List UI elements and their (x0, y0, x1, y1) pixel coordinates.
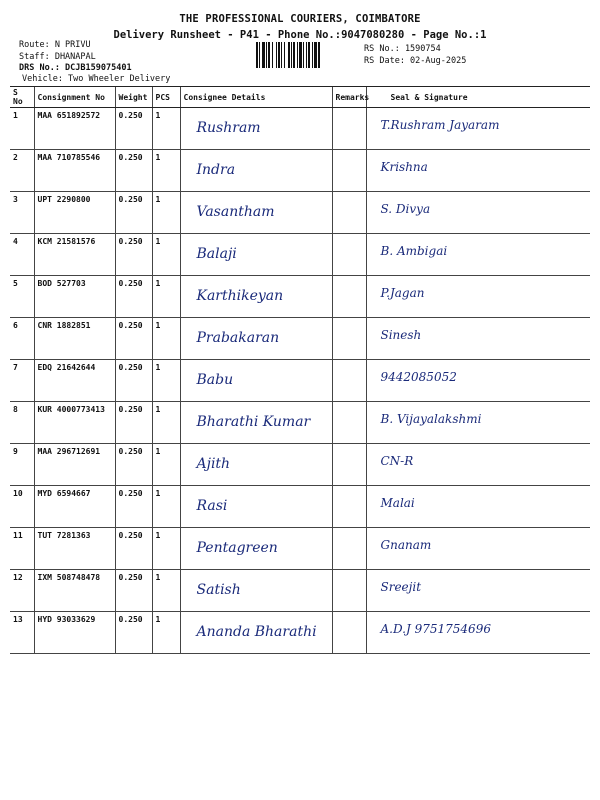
handwritten-signature: Malai (380, 496, 415, 510)
row-remarks (332, 192, 366, 234)
row-sno: 2 (10, 150, 34, 192)
handwritten-signature: Sinesh (380, 328, 422, 342)
row-remarks (332, 486, 366, 528)
handwritten-consignee: Satish (196, 582, 241, 598)
table-row (10, 360, 590, 402)
row-consignee (180, 402, 332, 444)
row-sno: 4 (10, 234, 34, 276)
table-row (10, 612, 590, 654)
row-pcs: 1 (152, 570, 180, 612)
handwritten-consignee: Rasi (196, 498, 228, 514)
row-remarks (332, 528, 366, 570)
row-pcs: 1 (152, 612, 180, 654)
row-sno: 11 (10, 528, 34, 570)
row-consignee (180, 360, 332, 402)
row-sno: 12 (10, 570, 34, 612)
handwritten-consignee: Ajith (196, 456, 231, 472)
handwritten-signature: Krishna (380, 160, 428, 174)
runsheet-table (10, 86, 590, 654)
row-weight: 0.250 (115, 612, 152, 654)
row-consignment-no: CNR 1882851 (34, 318, 115, 360)
row-weight: 0.250 (115, 360, 152, 402)
row-signature (366, 402, 590, 444)
handwritten-consignee: Karthikeyan (196, 288, 284, 304)
row-signature (366, 318, 590, 360)
table-row (10, 570, 590, 612)
row-weight: 0.250 (115, 570, 152, 612)
row-consignee (180, 570, 332, 612)
col-remarks: Remarks (332, 87, 366, 108)
row-consignee (180, 486, 332, 528)
row-signature (366, 234, 590, 276)
handwritten-consignee: Ananda Bharathi (196, 624, 317, 640)
row-consignee (180, 150, 332, 192)
row-pcs: 1 (152, 192, 180, 234)
row-pcs: 1 (152, 444, 180, 486)
row-consignment-no: BOD 527703 (34, 276, 115, 318)
row-consignment-no: KCM 21581576 (34, 234, 115, 276)
row-sno: 9 (10, 444, 34, 486)
row-consignee (180, 192, 332, 234)
row-consignee (180, 234, 332, 276)
row-signature (366, 486, 590, 528)
route-label: Route: N PRIVU (19, 40, 91, 50)
row-consignee (180, 612, 332, 654)
handwritten-consignee: Pentagreen (196, 540, 278, 556)
row-remarks (332, 108, 366, 150)
row-consignment-no: KUR 4000773413 (34, 402, 115, 444)
col-weight: Weight (115, 87, 152, 108)
row-pcs: 1 (152, 276, 180, 318)
row-consignment-no: UPT 2290800 (34, 192, 115, 234)
table-row (10, 150, 590, 192)
row-consignment-no: HYD 93033629 (34, 612, 115, 654)
rs-number: RS No.: 1590754 (364, 44, 441, 54)
row-remarks (332, 402, 366, 444)
row-weight: 0.250 (115, 486, 152, 528)
row-remarks (332, 234, 366, 276)
vehicle-label: Vehicle: Two Wheeler Delivery (22, 74, 171, 84)
handwritten-signature: Sreejit (380, 580, 422, 594)
row-signature (366, 528, 590, 570)
table-header-row (10, 87, 590, 108)
row-weight: 0.250 (115, 444, 152, 486)
handwritten-consignee: Balaji (196, 246, 237, 262)
row-pcs: 1 (152, 234, 180, 276)
row-sno: 8 (10, 402, 34, 444)
row-pcs: 1 (152, 360, 180, 402)
col-consignment: Consignment No (34, 87, 115, 108)
row-remarks (332, 444, 366, 486)
row-signature (366, 360, 590, 402)
handwritten-consignee: Babu (196, 372, 234, 388)
col-signature: Seal & Signature (366, 87, 590, 108)
table-row (10, 402, 590, 444)
row-pcs: 1 (152, 318, 180, 360)
handwritten-consignee: Vasantham (196, 204, 275, 220)
row-sno: 3 (10, 192, 34, 234)
row-remarks (332, 570, 366, 612)
row-consignment-no: MAA 296712691 (34, 444, 115, 486)
row-pcs: 1 (152, 486, 180, 528)
row-signature (366, 108, 590, 150)
barcode-icon (256, 42, 356, 68)
row-remarks (332, 360, 366, 402)
row-signature (366, 612, 590, 654)
handwritten-signature: S. Divya (380, 202, 431, 216)
row-weight: 0.250 (115, 276, 152, 318)
table-row (10, 486, 590, 528)
runsheet-subtitle: Delivery Runsheet - P41 - Phone No.:9047080280 - Page No.:1 (113, 29, 487, 41)
row-pcs: 1 (152, 108, 180, 150)
handwritten-consignee: Indra (196, 162, 236, 178)
table-row (10, 192, 590, 234)
row-remarks (332, 150, 366, 192)
row-consignment-no: MYD 6594667 (34, 486, 115, 528)
row-consignee (180, 318, 332, 360)
table-row (10, 528, 590, 570)
row-signature (366, 444, 590, 486)
handwritten-signature: Gnanam (380, 538, 432, 552)
row-sno: 6 (10, 318, 34, 360)
row-weight: 0.250 (115, 402, 152, 444)
row-pcs: 1 (152, 402, 180, 444)
handwritten-signature: A.D.J 9751754696 (380, 622, 491, 636)
row-weight: 0.250 (115, 108, 152, 150)
row-consignee (180, 444, 332, 486)
table-row (10, 318, 590, 360)
row-sno: 10 (10, 486, 34, 528)
col-consignee: Consignee Details (180, 87, 332, 108)
handwritten-signature: B. Ambigai (380, 244, 448, 258)
handwritten-signature: CN-R (380, 454, 414, 468)
handwritten-signature: B. Vijayalakshmi (380, 412, 482, 426)
staff-label: Staff: DHANAPAL (19, 52, 96, 62)
row-consignee (180, 108, 332, 150)
handwritten-signature: T.Rushram Jayaram (380, 118, 500, 132)
row-signature (366, 150, 590, 192)
table-row (10, 234, 590, 276)
row-consignment-no: TUT 7281363 (34, 528, 115, 570)
row-signature (366, 570, 590, 612)
row-signature (366, 192, 590, 234)
col-pcs: PCS (152, 87, 180, 108)
handwritten-signature: P.Jagan (380, 286, 425, 300)
row-weight: 0.250 (115, 150, 152, 192)
table-row (10, 276, 590, 318)
row-consignment-no: MAA 710785546 (34, 150, 115, 192)
row-consignment-no: IXM 508748478 (34, 570, 115, 612)
row-weight: 0.250 (115, 318, 152, 360)
row-consignee (180, 276, 332, 318)
row-consignee (180, 528, 332, 570)
row-consignment-no: MAA 651892572 (34, 108, 115, 150)
row-remarks (332, 318, 366, 360)
row-pcs: 1 (152, 528, 180, 570)
col-sno: S No (10, 87, 34, 108)
row-remarks (332, 276, 366, 318)
row-sno: 7 (10, 360, 34, 402)
handwritten-consignee: Prabakaran (196, 330, 280, 346)
row-signature (366, 276, 590, 318)
row-weight: 0.250 (115, 528, 152, 570)
row-consignment-no: EDQ 21642644 (34, 360, 115, 402)
company-title: THE PROFESSIONAL COURIERS, COIMBATORE (179, 13, 421, 25)
row-sno: 5 (10, 276, 34, 318)
handwritten-consignee: Bharathi Kumar (196, 414, 311, 430)
table-row (10, 444, 590, 486)
row-pcs: 1 (152, 150, 180, 192)
row-weight: 0.250 (115, 192, 152, 234)
row-weight: 0.250 (115, 234, 152, 276)
row-sno: 13 (10, 612, 34, 654)
row-sno: 1 (10, 108, 34, 150)
handwritten-signature: 9442085052 (380, 370, 457, 384)
rs-date: RS Date: 02-Aug-2025 (364, 56, 467, 66)
row-remarks (332, 612, 366, 654)
drs-number: DRS No.: DCJB159075401 (19, 63, 132, 73)
table-row (10, 108, 590, 150)
handwritten-consignee: Rushram (196, 120, 261, 136)
